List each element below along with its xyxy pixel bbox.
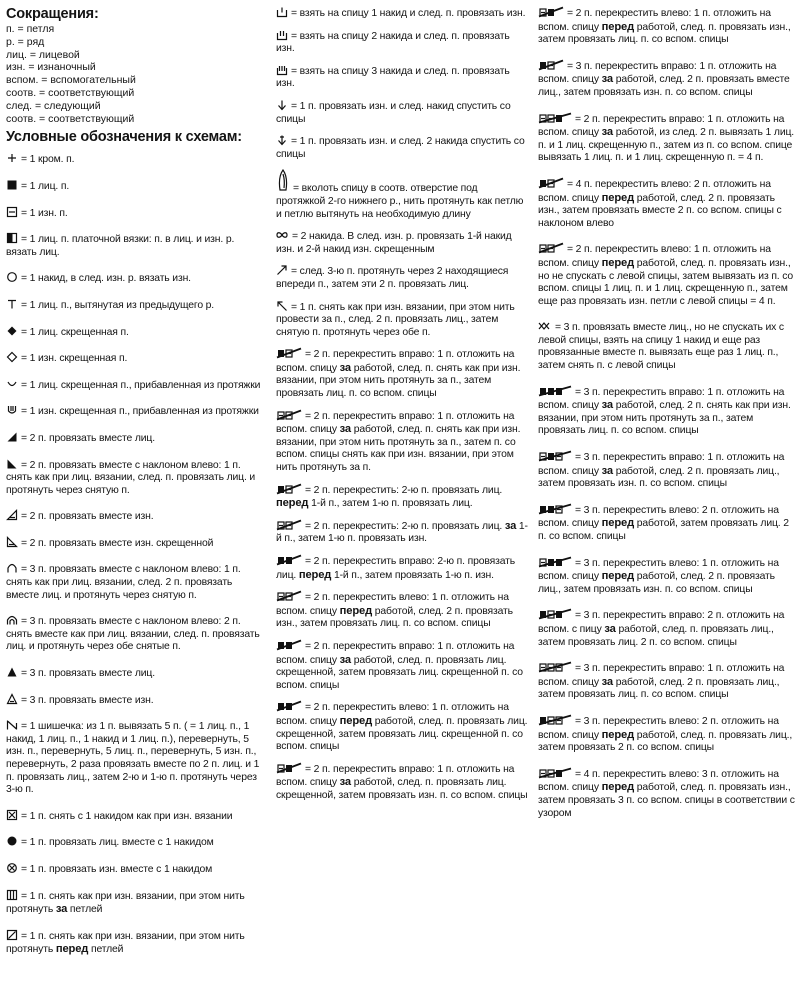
legend-entry	[6, 378, 263, 393]
entry-text: = вколоть спицу в соотв. отверстие под протяжкой 2-го нижнего р., нить протянуть как петлю и петлю вытянуть на необходимую длину	[276, 183, 524, 220]
entry-text: работой, след. 2 п. провязать лиц., затем провязать изн. п. со вспом. спицы	[538, 571, 775, 595]
legend-entry	[6, 929, 263, 957]
open-right-triangle-icon	[6, 509, 18, 521]
legend-entry	[276, 29, 528, 56]
entry-text: = 4 п. перекрестить влево: 3 п. отложить на вспом. спицу	[538, 768, 779, 794]
legend-entry	[6, 719, 263, 797]
entry-text: = 3 п. провязать вместе с наклоном влево: 2 п. снять вместе как при лиц. вязании, след. п. провязать лиц. и протянуть через обе снятые п.	[6, 616, 260, 653]
entry-text: = 3 п. перекрестить вправо: 1 п. отложить на вспом. спицу	[538, 386, 785, 412]
entry-text: 1-й п., затем провязать 1-ю п. изн.	[331, 569, 494, 581]
emphasis-word: за	[601, 73, 613, 86]
entry-text: = 2 п. перекрестить вправо: 1 п. отложить на вспом. спицу	[276, 763, 515, 789]
emphasis-word: перед	[276, 497, 309, 510]
entry-text: = 3 п. провязать вместе лиц.	[21, 668, 155, 680]
legend-entry	[538, 767, 796, 820]
filled-square-icon	[6, 179, 18, 191]
abbreviations-list	[6, 23, 263, 125]
entry-text: = взять на спицу 3 накида и след. п. провязать изн.	[276, 65, 510, 90]
abbreviation-item: след. = следующий	[6, 99, 101, 112]
entry-text: 1-й п., затем 1-ю п. провязать изн.	[276, 520, 528, 545]
entry-text: = след. 3-ю п. протянуть через 2 находящиеся впереди п., затем эти 2 п. провязать лиц.	[276, 266, 509, 290]
legend-entry	[6, 614, 263, 654]
emphasis-word: за	[504, 519, 517, 532]
entry-text: = 1 лиц. п., вытянутая из предыдущего р.	[21, 299, 215, 311]
legend-entry	[6, 271, 263, 286]
abbreviation-item: лиц. = лицевой	[6, 48, 80, 61]
entry-text: = 2 п. провязать вместе с наклоном влево: 1 п. снять как при лиц. вязании, след. п. провязать лиц. и протянуть через снятую п.	[6, 459, 256, 496]
entry-text: работой, след. 2 п. снять как при изн. вязании, при этом нить протянуть за п., затем провязать лиц. п. со вспом. спицы	[538, 400, 791, 437]
legend-entry	[6, 509, 263, 524]
x-square-icon	[6, 809, 18, 821]
cable-l6-icon	[538, 503, 572, 515]
cable-l1-icon	[276, 590, 302, 602]
entry-text: = 2 п. перекрестить влево: 1 п. отложить на вспом. спицу	[538, 8, 771, 33]
t-bar-icon	[6, 298, 18, 310]
entry-text: работой, след. п. провязать лиц., затем провязать 2 п. со вспом. спицы	[538, 729, 793, 754]
legend-entries-left	[6, 152, 263, 957]
legend-entry	[6, 666, 263, 681]
drop-arrow2-icon	[276, 134, 288, 146]
entry-text: работой, след. п. провязать лиц., затем провязать лиц. 2 п. со вспом. спицы	[538, 623, 774, 648]
open-diamond-icon	[6, 351, 18, 363]
legend-entry	[6, 351, 263, 366]
square-dash-icon	[6, 206, 18, 218]
entry-text: = 1 лиц. п. платочной вязки: п. в лиц. и изн. р. вязать лиц.	[6, 234, 235, 258]
entry-text: = 2 п. перекрестить вправо: 1 п. отложить на вспом. спицу	[276, 640, 515, 666]
entry-text: = 1 изн. п.	[21, 207, 68, 219]
legend-entry	[6, 889, 263, 917]
entry-text: = 1 кром. п.	[21, 154, 75, 166]
three-yo-icon	[276, 64, 288, 76]
emphasis-word: перед	[339, 604, 373, 617]
legend-entry	[6, 862, 263, 877]
cable-l2-icon	[276, 700, 302, 712]
entry-text: = 2 п. перекрестить влево: 1 п. отложить на вспом. спицу	[276, 592, 509, 617]
infinity-icon	[276, 229, 289, 241]
cable-r2-icon	[276, 409, 302, 421]
entry-text: = взять на спицу 2 накида и след. п. провязать изн.	[276, 30, 510, 55]
double-cup-icon	[6, 404, 18, 416]
entry-text: = 1 накид, в след. изн. р. вязать изн.	[21, 273, 191, 285]
entry-text: = 1 п. снять как при изн. вязании, при этом нить провести за п., след. 2 п. провязать лиц., затем снятую п. протянуть через обе п.	[276, 301, 515, 338]
entry-text: = 2 п. перекрестить влево: 1 п. отложить на вспом. спицу	[276, 702, 509, 727]
legend-entry	[538, 320, 796, 372]
entry-text: = 2 п. перекрестить вправо: 1 п. отложить на вспом. спицу	[538, 113, 785, 139]
entry-text: работой, след. п. провязать изн., но не спускать с левой спицы, затем вывязать из п. со вспом. спицы 1 лиц. п. и 1 лиц. скрещенную п., затем еще раз провязать изн. петли с левой спицы = 4 п.	[538, 257, 794, 307]
entry-text: = 1 шишечка: из 1 п. вывязать 5 п. ( = 1 лиц. п., 1 накид, 1 лиц. п., 1 накид и 1 лиц. п.), перевернуть, 5 изн. п., перевернуть, 5 лиц. п., перевернуть, 5 изн. п., перевернуть, 2 раза провязать вместе по 2 п. лиц. и 1 п. провязать лиц., затем 2-ю и 1-ю п. протянуть через 3-ю п.	[6, 721, 260, 796]
nw-arrow-icon	[276, 300, 288, 312]
legend-entry	[276, 169, 528, 221]
legend-entry	[6, 298, 263, 313]
entry-text: = 3 п. провязать вместе лиц., но не спускать их с левой спицы, взять на спицу 1 накид и еще раз провязанные вместе п. вывязать еще раз 1 лиц. п., затем снять п. с левой спицы	[538, 322, 784, 372]
entry-text: = 2 п. провязать вместе лиц.	[21, 432, 155, 444]
cable-r10-icon	[538, 661, 572, 673]
up-arrow-icon	[276, 264, 288, 276]
legend-entry	[276, 483, 528, 511]
abbreviation-item: изн. = изнаночный	[6, 61, 96, 74]
legend-entry	[6, 404, 263, 419]
double-arch-icon	[6, 614, 18, 626]
cable-c1-icon	[276, 483, 302, 495]
one-yo-icon	[276, 6, 288, 18]
entry-text: = 3 п. перекрестить вправо: 2 п. отложить на вспом. с пицу	[538, 610, 785, 635]
entry-text: = 2 п. перекрестить влево: 1 п. отложить на вспом. спицу	[538, 244, 771, 269]
cable-r6-icon	[538, 112, 572, 124]
cable-r1-icon	[276, 347, 302, 359]
emphasis-word: перед	[55, 943, 89, 956]
entry-text: = 2 п. перекрестить вправо: 1 п. отложить на вспом. спицу	[276, 410, 515, 436]
entry-text: работой, след. п. провязать лиц. скрещенной, затем провязать изн. п. со вспом. спицы	[276, 777, 528, 801]
legend-entry	[538, 450, 796, 491]
legend-entry	[6, 152, 263, 167]
arch-icon	[6, 562, 18, 574]
emphasis-word: перед	[601, 256, 635, 269]
bars-square-icon	[6, 889, 18, 901]
legend-entry	[538, 714, 796, 755]
emphasis-word: перед	[601, 20, 635, 33]
legend-entry	[6, 232, 263, 259]
emphasis-word: перед	[601, 728, 635, 741]
cable-c3-icon	[276, 554, 302, 566]
legend-entry	[6, 693, 263, 708]
entry-text: = 1 лиц. скрещенная п., прибавленная из протяжки	[21, 379, 261, 391]
entry-text: = 3 п. провязать вместе изн.	[21, 694, 154, 706]
legend-entry	[276, 700, 528, 753]
bobble-icon	[6, 719, 18, 731]
entry-text: = 2 п. провязать вместе изн.	[21, 511, 154, 523]
emphasis-word: перед	[298, 568, 332, 581]
cable-l7-icon	[538, 556, 572, 568]
legend-entry	[276, 6, 528, 21]
legend-entry	[538, 385, 796, 438]
abbreviation-item: р. = ряд	[6, 35, 45, 48]
emphasis-word: за	[601, 126, 613, 139]
emphasis-word: за	[339, 423, 351, 436]
entry-text: работой, след. 2 п. провязать лиц., затем провязать лиц. п. со вспом. спицы	[538, 676, 780, 701]
entry-text: работой, след. п. снять как при изн. вязании, при этом нить протянуть за п., затем п. со вспом. спицы снять как при изн. вязании, при этом нить протянуть за п.	[276, 424, 521, 474]
abbreviation-item: п. = петля	[6, 23, 55, 35]
emphasis-word: перед	[601, 191, 635, 204]
legend-entry	[538, 242, 796, 308]
legend-entry	[538, 556, 796, 597]
legend-entry	[6, 835, 263, 850]
abbreviation-item: соотв. = соответствующий	[6, 112, 135, 125]
entry-text: работой, след. 2 п. провязать лиц., затем провязать изн. п. со вспом. спицы	[538, 465, 780, 490]
legend-entry	[538, 503, 796, 544]
entry-text: = 1 лиц. п.	[21, 180, 70, 192]
entry-text: работой, след. п. снять как при изн. вязании, при этом нить протянуть за п., затем провязать лиц. п. со вспом. спицы	[276, 362, 521, 400]
cable-l8-icon	[538, 714, 572, 726]
emphasis-word: за	[339, 776, 351, 789]
legend-entry	[538, 112, 796, 165]
legend-entry	[276, 409, 528, 475]
half-filled-square-icon	[6, 232, 18, 244]
cable-r8-icon	[538, 450, 572, 462]
legend-entry	[6, 431, 263, 446]
legend-entry	[276, 519, 528, 546]
filled-circle-icon	[6, 835, 18, 847]
emphasis-word: за	[601, 675, 613, 688]
entry-text: = 2 п. перекрестить вправо: 1 п. отложить на вспом. спицу	[276, 349, 515, 374]
entry-text: работой, след. п. провязать изн., затем провязать лиц. п. со вспом. спицы	[538, 21, 791, 46]
entry-text: = 2 п. перекрестить: 2-ю п. провязать лиц.	[305, 520, 505, 532]
entry-text: = 2 п. провязать вместе изн. скрещенной	[21, 537, 214, 549]
abbreviation-item: вспом. = вспомогательный	[6, 74, 136, 87]
needle-icon	[276, 169, 290, 193]
entry-text: = 4 п. перекрестить влево: 2 п. отложить на вспом. спицу	[538, 178, 771, 204]
drop-arrow-icon	[276, 99, 288, 111]
circle-icon	[6, 271, 18, 283]
column-middle	[276, 6, 528, 803]
cable-r9-icon	[538, 608, 572, 620]
entry-text: петлей	[88, 944, 124, 956]
entry-text: работой, след. п. провязать изн., затем провязать 3 п. со вспом. спицы в соответствии с узором	[538, 782, 795, 819]
emphasis-word: за	[55, 903, 68, 916]
left-triangle-icon	[6, 458, 18, 470]
emphasis-word: за	[601, 399, 613, 412]
cross-3-icon	[538, 320, 552, 332]
legend-entry	[276, 300, 528, 340]
legend-entry	[6, 179, 263, 194]
legend-entry	[276, 347, 528, 400]
cable-l5-icon	[538, 242, 564, 254]
entry-text: работой, затем провязать лиц. 2 п. со вспом. спицы	[538, 518, 789, 542]
cable-c2-icon	[276, 519, 302, 531]
legend-entry	[538, 661, 796, 702]
cable-r3-icon	[276, 639, 302, 651]
legend-entry	[276, 134, 528, 161]
entry-text: = 2 п. перекрестить: 2-ю п. провязать лиц.	[305, 484, 503, 496]
legend-entry	[6, 206, 263, 221]
cable-l4-icon	[538, 177, 564, 189]
legend-entry	[6, 562, 263, 602]
emphasis-word: перед	[339, 714, 373, 727]
entry-text: работой, след. п. провязать лиц. скрещенной, затем провязать лиц. скрещенной п. со вспом. спицы	[276, 715, 528, 753]
entry-text: = 3 п. провязать вместе с наклоном влево: 1 п. снять как при лиц. вязании, след. 2 п. провязать вместе лиц. и протянуть через снятую п.	[6, 564, 241, 601]
cable-l9-icon	[538, 767, 572, 779]
column-left	[6, 6, 263, 957]
emphasis-word: за	[339, 653, 351, 666]
emphasis-word: перед	[601, 781, 635, 794]
entry-text: = 3 п. перекрестить влево: 1 п. отложить на вспом. спицу	[538, 557, 779, 583]
entry-text: = 1 п. снять с 1 накидом как при изн. вязании	[21, 810, 233, 822]
entry-text: = 1 п. провязать изн. вместе с 1 накидом	[21, 863, 213, 875]
emphasis-word: перед	[601, 570, 635, 583]
entry-text: работой, след. 2 п. провязать вместе лиц., затем провязать изн. п. со вспом. спицы	[538, 74, 790, 98]
legend-entry	[276, 64, 528, 91]
legend-entry	[538, 59, 796, 100]
legend-entry	[6, 325, 263, 340]
entry-text: = 1 п. провязать лиц. вместе с 1 накидом	[21, 837, 214, 849]
legend-title: Условные обозначения к схемам:	[6, 129, 242, 146]
entry-text: = 1 п. провязать изн. и след. накид спустить со спицы	[276, 100, 511, 125]
cup-icon	[6, 378, 18, 390]
entry-text: = 1 лиц. скрещенная п.	[21, 326, 129, 338]
slash-square-icon	[6, 929, 18, 941]
legend-entry	[6, 458, 263, 498]
cable-r7-icon	[538, 385, 572, 397]
legend-entry	[276, 264, 528, 291]
emphasis-word: перед	[601, 517, 635, 530]
entry-text: = 3 п. перекрестить вправо: 1 п. отложить на вспом. спицу	[538, 60, 777, 86]
entry-text: петлей	[67, 904, 103, 916]
legend-entry	[276, 590, 528, 631]
plus-icon	[6, 152, 18, 164]
legend-entry	[6, 536, 263, 551]
legend-entry	[538, 6, 796, 47]
column-right	[538, 6, 796, 820]
filled-triangle-icon	[6, 666, 18, 678]
entry-text: = 1 изн. скрещенная п.	[21, 353, 128, 365]
emphasis-word: за	[604, 622, 616, 635]
entry-text: = 1 п. провязать изн. и след. 2 накида спустить со спицы	[276, 136, 525, 160]
entry-text: работой, след. 2 п. провязать изн., затем провязать лиц. п. со вспом. спицы	[276, 605, 513, 630]
open-left-triangle-icon	[6, 536, 18, 548]
two-yo-icon	[276, 29, 288, 41]
entry-text: = 1 п. снять как при изн. вязании, при этом нить протянуть	[6, 930, 245, 956]
entry-text: работой, след. п. провязать лиц. скрещенной, затем провязать лиц. скрещенной п. со вспом. спицы	[276, 654, 523, 691]
entry-text: = 1 п. снять как при изн. вязании, при этом нить протянуть	[6, 890, 245, 916]
open-triangle-icon	[6, 693, 18, 705]
x-circle-icon	[6, 862, 18, 874]
right-triangle-icon	[6, 431, 18, 443]
legend-entry	[276, 762, 528, 803]
emphasis-word: за	[601, 464, 613, 477]
entry-text: = взять на спицу 1 накид и след. п. провязать изн.	[291, 8, 526, 19]
legend-entry	[6, 809, 263, 824]
cable-l3-icon	[538, 6, 564, 18]
legend-entry	[276, 99, 528, 126]
filled-diamond-icon	[6, 325, 18, 337]
emphasis-word: за	[339, 361, 351, 374]
entry-text: = 3 п. перекрестить вправо: 1 п. отложить на вспом. спицу	[538, 663, 785, 688]
entry-text: = 3 п. перекрестить влево: 2 п. отложить на вспом. спицу	[538, 504, 779, 530]
cable-r5-icon	[538, 59, 564, 71]
entry-text: работой, след. 2 п. провязать изн., затем провязать вместе 2 п. со вспом. спицы с наклоном влево	[538, 192, 782, 229]
entry-text: = 1 изн. скрещенная п., прибавленная из протяжки	[21, 406, 259, 418]
entry-text: работой, из след. 2 п. вывязать 1 лиц. п. и 1 лиц. скрещенную п., затем из п. со вспом. спице вывязать 1 лиц. п. и 1 лиц. скрещенную п. = 4 п.	[538, 127, 795, 164]
abbreviations-title: Сокращения:	[6, 6, 99, 22]
legend-entry	[276, 554, 528, 582]
cable-r4-icon	[276, 762, 302, 774]
legend-entry	[538, 177, 796, 230]
legend-entry	[538, 608, 796, 649]
entry-text: = 2 накида. В след. изн. р. провязать 1-й накид изн. и 2-й накид изн. скрещенным	[276, 231, 512, 255]
entry-text: 1-й п., затем 1-ю п. провязать лиц.	[308, 498, 473, 510]
legend-entry	[276, 229, 528, 256]
abbreviation-item: соотв. = соответствующий	[6, 86, 135, 99]
entry-text: = 3 п. перекрестить влево: 2 п. отложить на вспом. спицу	[538, 715, 779, 741]
legend-entry	[276, 639, 528, 692]
entry-text: = 2 п. перекрестить вправо: 2-ю п. провязать лиц.	[276, 556, 515, 581]
entry-text: = 3 п. перекрестить вправо: 1 п. отложить на вспом. спицу	[538, 452, 785, 477]
